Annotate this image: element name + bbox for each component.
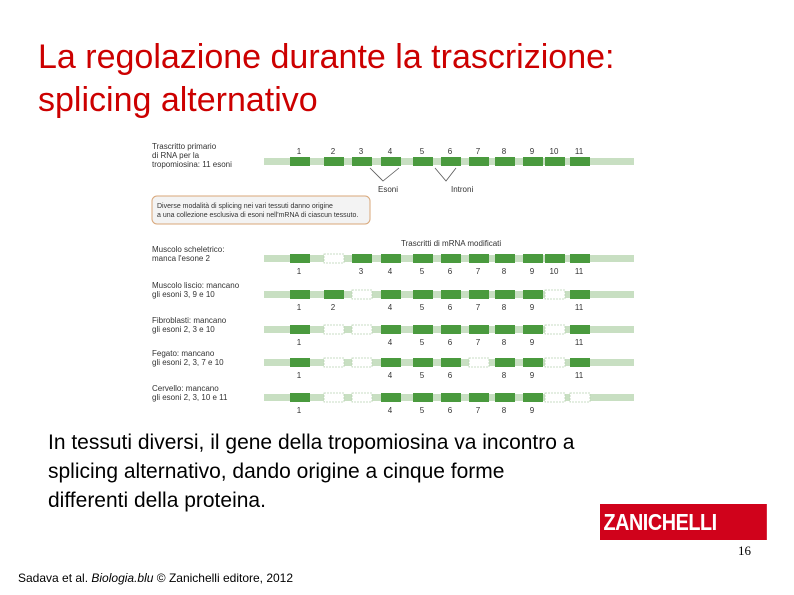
exon-block bbox=[413, 325, 433, 334]
missing-exon bbox=[545, 393, 565, 402]
exon-number: 1 bbox=[296, 267, 302, 276]
exon-block bbox=[413, 290, 433, 299]
exon-block bbox=[441, 358, 461, 367]
callout-text: Diverse modalità di splicing nei vari tessuti danno origine bbox=[157, 203, 333, 210]
alternative-splicing-figure bbox=[138, 136, 638, 422]
exon-block bbox=[290, 325, 310, 334]
exon-block bbox=[469, 290, 489, 299]
exon-block bbox=[469, 393, 489, 402]
exon-number: 11 bbox=[574, 267, 584, 276]
tissue-label: Fegato: mancano bbox=[152, 349, 215, 358]
tissue-label: Muscolo scheletrico: bbox=[152, 245, 225, 254]
exon-number: 8 bbox=[501, 147, 507, 156]
exoni-pointer bbox=[370, 168, 399, 181]
exon-number: 1 bbox=[296, 371, 302, 380]
exon-number: 8 bbox=[501, 303, 507, 312]
exon-block bbox=[381, 393, 401, 402]
body-text bbox=[48, 428, 768, 515]
exon-block bbox=[523, 358, 543, 367]
exon-number: 5 bbox=[419, 406, 425, 415]
exon-block bbox=[523, 325, 543, 334]
exon-block bbox=[441, 325, 461, 334]
credit-prefix: Sadava et al. bbox=[18, 571, 92, 585]
exon-block bbox=[441, 157, 461, 166]
exon-block bbox=[413, 157, 433, 166]
exon-block bbox=[381, 358, 401, 367]
exon-number: 4 bbox=[387, 147, 393, 156]
missing-exon bbox=[324, 358, 344, 367]
tissue-label: Fibroblasti: mancano bbox=[152, 316, 227, 325]
exon-number: 6 bbox=[447, 338, 453, 347]
missing-exon bbox=[570, 393, 590, 402]
missing-exon bbox=[352, 325, 372, 334]
missing-exon bbox=[469, 358, 489, 367]
exon-number: 10 bbox=[549, 267, 559, 276]
exon-block bbox=[290, 254, 310, 263]
title-line-1: La regolazione durante la trascrizione: bbox=[38, 38, 615, 76]
exon-number: 1 bbox=[296, 406, 302, 415]
introni-pointer bbox=[435, 168, 456, 181]
exon-block bbox=[469, 254, 489, 263]
body-line-1: In tessuti diversi, il gene della tropomiosina va incontro a bbox=[48, 431, 575, 454]
exon-block bbox=[495, 325, 515, 334]
missing-exon bbox=[545, 290, 565, 299]
exon-number: 9 bbox=[529, 147, 535, 156]
exon-number: 6 bbox=[447, 147, 453, 156]
exon-block bbox=[324, 157, 344, 166]
exon-block bbox=[469, 325, 489, 334]
exon-number: 4 bbox=[387, 406, 393, 415]
tissue-label: gli esoni 2, 3 e 10 bbox=[152, 325, 215, 334]
exon-block bbox=[352, 254, 372, 263]
exon-number: 8 bbox=[501, 406, 507, 415]
exon-number: 6 bbox=[447, 406, 453, 415]
exon-number: 2 bbox=[330, 147, 336, 156]
tissue-label: Cervello: mancano bbox=[152, 384, 219, 393]
exon-number: 1 bbox=[296, 147, 302, 156]
credit-line bbox=[18, 571, 293, 585]
exon-number: 9 bbox=[529, 371, 535, 380]
exon-number: 2 bbox=[330, 303, 336, 312]
exon-block bbox=[290, 290, 310, 299]
exon-block bbox=[441, 290, 461, 299]
exon-block bbox=[290, 358, 310, 367]
missing-exon bbox=[352, 290, 372, 299]
exon-block bbox=[413, 393, 433, 402]
exon-block bbox=[352, 157, 372, 166]
exon-block bbox=[381, 254, 401, 263]
exon-block bbox=[495, 358, 515, 367]
exon-block bbox=[523, 393, 543, 402]
primary-transcript-label: di RNA per la bbox=[152, 151, 200, 160]
exon-block bbox=[570, 325, 590, 334]
exon-block bbox=[290, 157, 310, 166]
credit-suffix: © Zanichelli editore, 2012 bbox=[153, 571, 294, 585]
exon-number: 3 bbox=[358, 147, 364, 156]
exon-block bbox=[545, 157, 565, 166]
exon-block bbox=[495, 254, 515, 263]
exon-block bbox=[381, 325, 401, 334]
exon-number: 7 bbox=[475, 267, 481, 276]
page-number: 16 bbox=[738, 543, 751, 558]
exon-number: 5 bbox=[419, 371, 425, 380]
exon-number: 8 bbox=[501, 371, 507, 380]
exon-block bbox=[570, 358, 590, 367]
tissue-label: Muscolo liscio: mancano bbox=[152, 281, 240, 290]
exon-number: 6 bbox=[447, 267, 453, 276]
exon-number: 4 bbox=[387, 303, 393, 312]
exon-number: 9 bbox=[529, 406, 535, 415]
exon-number: 8 bbox=[501, 267, 507, 276]
exon-block bbox=[495, 157, 515, 166]
callout-box bbox=[152, 196, 370, 224]
missing-exon bbox=[324, 393, 344, 402]
exon-block bbox=[381, 290, 401, 299]
exon-number: 7 bbox=[475, 406, 481, 415]
exon-block bbox=[495, 290, 515, 299]
exon-number: 11 bbox=[574, 147, 584, 156]
exon-block bbox=[413, 358, 433, 367]
missing-exon bbox=[324, 254, 344, 263]
exon-number: 5 bbox=[419, 338, 425, 347]
exon-number: 1 bbox=[296, 303, 302, 312]
tissue-label: gli esoni 3, 9 e 10 bbox=[152, 290, 215, 299]
exoni-label: Esoni bbox=[378, 185, 399, 194]
exon-number: 9 bbox=[529, 267, 535, 276]
exon-block bbox=[324, 290, 344, 299]
exon-block bbox=[469, 157, 489, 166]
exon-block bbox=[545, 254, 565, 263]
slide-title bbox=[38, 36, 788, 122]
exon-number: 7 bbox=[475, 303, 481, 312]
exon-number: 6 bbox=[447, 303, 453, 312]
exon-block bbox=[441, 393, 461, 402]
mrna-title: Trascritti di mRNA modificati bbox=[401, 239, 502, 248]
exon-number: 11 bbox=[574, 303, 584, 312]
exon-block bbox=[381, 157, 401, 166]
missing-exon bbox=[352, 358, 372, 367]
exon-number: 5 bbox=[419, 267, 425, 276]
exon-number: 7 bbox=[475, 147, 481, 156]
exon-number: 11 bbox=[574, 371, 584, 380]
missing-exon bbox=[545, 358, 565, 367]
exon-number: 1 bbox=[296, 338, 302, 347]
missing-exon bbox=[352, 393, 372, 402]
primary-transcript-label: tropomiosina: 11 esoni bbox=[152, 160, 232, 169]
exon-block bbox=[441, 254, 461, 263]
exon-block bbox=[570, 157, 590, 166]
missing-exon bbox=[545, 325, 565, 334]
credit-book-title: Biologia.blu bbox=[91, 571, 154, 585]
exon-number: 4 bbox=[387, 338, 393, 347]
exon-number: 6 bbox=[447, 371, 453, 380]
exon-block bbox=[290, 393, 310, 402]
missing-exon bbox=[324, 325, 344, 334]
exon-number: 5 bbox=[419, 303, 425, 312]
exon-number: 8 bbox=[501, 338, 507, 347]
tissue-label: gli esoni 2, 3, 7 e 10 bbox=[152, 358, 224, 367]
exon-number: 9 bbox=[529, 303, 535, 312]
exon-number: 4 bbox=[387, 267, 393, 276]
exon-number: 7 bbox=[475, 338, 481, 347]
exon-block bbox=[413, 254, 433, 263]
exon-block bbox=[570, 290, 590, 299]
exon-number: 5 bbox=[419, 147, 425, 156]
exon-number: 11 bbox=[574, 338, 584, 347]
exon-number: 9 bbox=[529, 338, 535, 347]
exon-block bbox=[523, 157, 543, 166]
body-line-2: splicing alternativo, dando origine a cinque forme bbox=[48, 460, 505, 483]
exon-block bbox=[495, 393, 515, 402]
zanichelli-logo: ZANICHELLI bbox=[600, 504, 767, 540]
tissue-label: gli esoni 2, 3, 10 e 11 bbox=[152, 393, 228, 402]
exon-number: 3 bbox=[358, 267, 364, 276]
exon-block bbox=[523, 290, 543, 299]
introni-label: Introni bbox=[451, 185, 474, 194]
exon-number: 4 bbox=[387, 371, 393, 380]
exon-block bbox=[570, 254, 590, 263]
title-line-2: splicing alternativo bbox=[38, 81, 318, 119]
exon-number: 10 bbox=[549, 147, 559, 156]
callout-text: a una collezione esclusiva di esoni nell'mRNA di ciascun tessuto. bbox=[157, 212, 359, 219]
tissue-label: manca l'esone 2 bbox=[152, 254, 211, 263]
exon-block bbox=[523, 254, 543, 263]
body-line-3: differenti della proteina. bbox=[48, 489, 266, 512]
primary-transcript-label: Trascritto primario bbox=[152, 142, 217, 151]
